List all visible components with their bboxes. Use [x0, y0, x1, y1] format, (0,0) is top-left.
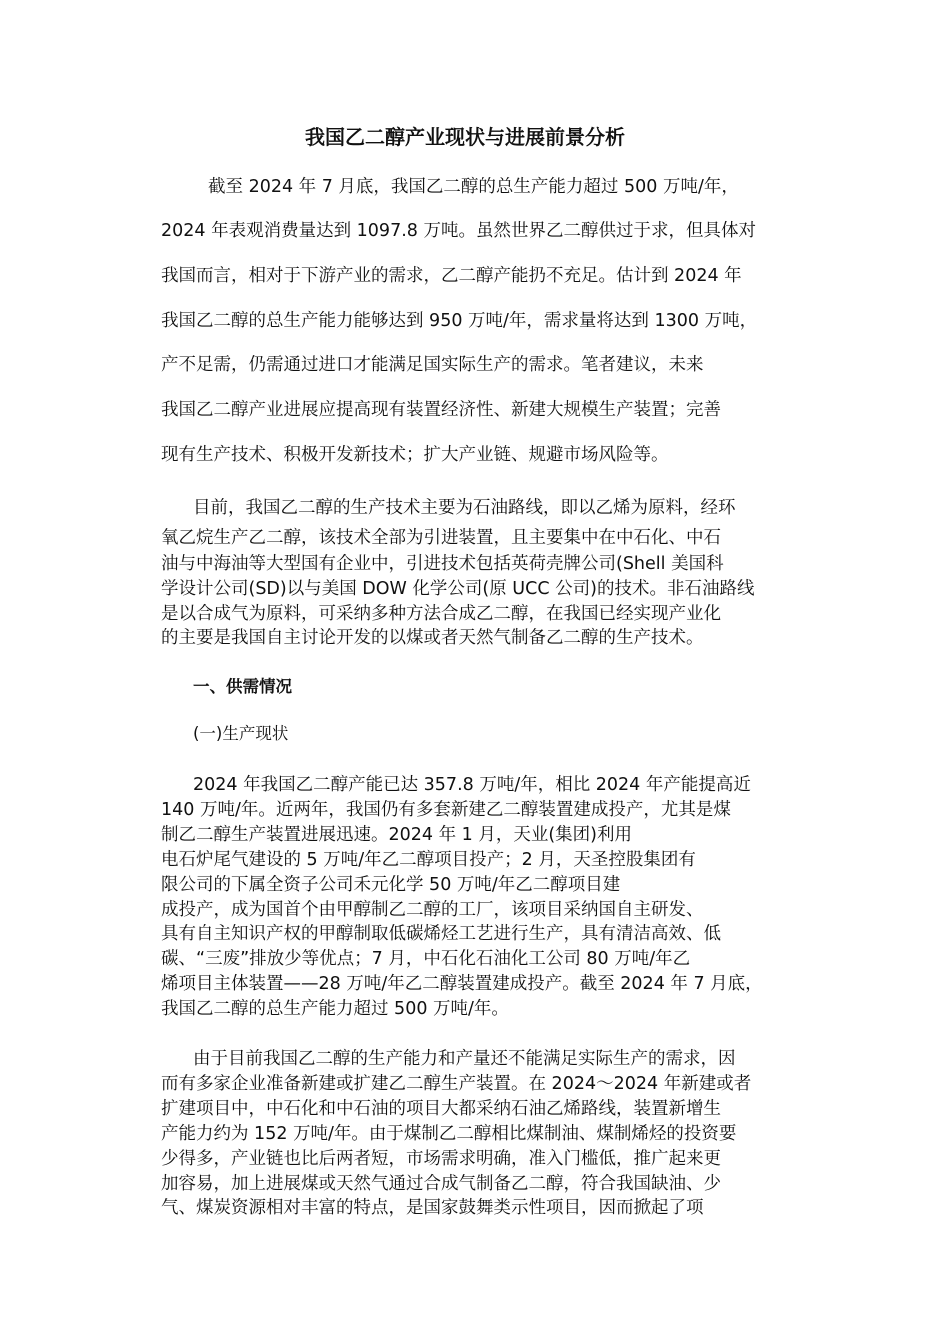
intro-line: 是以合成气为原料，可采纳多种方法合成乙二醇，在我国已经实现产业化 — [161, 604, 721, 624]
intro-line: 目前，我国乙二醇的生产技术主要为石油路线，即以乙烯为原料，经环 — [193, 498, 736, 518]
abstract-line: 2024 年表观消费量达到 1097.8 万吨。虽然世界乙二醇供过于求，但具体对 — [161, 221, 756, 241]
intro-line: 的主要是我国自主讨论开发的以煤或者天然气制备乙二醇的生产技术。 — [161, 628, 704, 648]
capacity-line: 而有多家企业准备新建或扩建乙二醇生产装置。在 2024～2024 年新建或者 — [161, 1074, 752, 1094]
production-line: 电石炉尾气建设的 5 万吨/年乙二醇项目投产；2 月，天圣控股集团有 — [161, 850, 696, 870]
capacity-line: 产能力约为 152 万吨/年。由于煤制乙二醇相比煤制油、煤制烯烃的投资要 — [161, 1124, 737, 1144]
abstract-line: 我国乙二醇的总生产能力能够达到 950 万吨/年，需求量将达到 1300 万吨， — [161, 311, 758, 331]
production-line: 140 万吨/年。近两年，我国仍有多套新建乙二醇装置建成投产，尤其是煤 — [161, 800, 731, 820]
production-line: 限公司的下属全资子公司禾元化学 50 万吨/年乙二醇项目建 — [161, 875, 621, 895]
capacity-line: 由于目前我国乙二醇的生产能力和产量还不能满足实际生产的需求，因 — [193, 1049, 736, 1069]
capacity-line: 少得多，产业链也比后两者短，市场需求明确，准入门槛低，推广起来更 — [161, 1149, 721, 1169]
production-line: 2024 年我国乙二醇产能已达 357.8 万吨/年，相比 2024 年产能提高近 — [193, 775, 751, 795]
capacity-line: 加容易，加上进展煤或天然气通过合成气制备乙二醇，符合我国缺油、少 — [161, 1174, 721, 1194]
abstract-line: 截至 2024 年 7 月底，我国乙二醇的总生产能力超过 500 万吨/年， — [208, 177, 739, 197]
production-line: 我国乙二醇的总生产能力超过 500 万吨/年。 — [161, 999, 509, 1019]
abstract-line: 产不足需，仍需通过进口才能满足国实际生产的需求。笔者建议，未来 — [161, 355, 704, 375]
abstract-line: 我国乙二醇产业进展应提高现有装置经济性、新建大规模生产装置；完善 — [161, 400, 721, 420]
production-line: 碳、“三废”排放少等优点；7 月，中石化石油化工公司 80 万吨/年乙 — [161, 949, 691, 969]
subsection-heading: (一)生产现状 — [193, 724, 289, 743]
abstract-line: 现有生产技术、积极开发新技术；扩大产业链、规避市场风险等。 — [161, 445, 669, 465]
intro-line: 氧乙烷生产乙二醇，该技术全部为引进装置，且主要集中在中石化、中石 — [161, 528, 721, 548]
section-heading: 一、供需情况 — [193, 677, 292, 696]
capacity-line: 扩建项目中，中石化和中石油的项目大都采纳石油乙烯路线，装置新增生 — [161, 1099, 721, 1119]
production-line: 具有自主知识产权的甲醇制取低碳烯烃工艺进行生产，具有清洁高效、低 — [161, 924, 721, 944]
document-title: 我国乙二醇产业现状与进展前景分析 — [305, 125, 625, 149]
production-line: 制乙二醇生产装置进展迅速。2024 年 1 月，天业(集团)利用 — [161, 825, 633, 845]
production-line: 成投产，成为国首个由甲醇制乙二醇的工厂，该项目采纳国自主研发、 — [161, 900, 704, 920]
intro-line: 油与中海油等大型国有企业中，引进技术包括英荷壳牌公司(Shell 美国科 — [161, 554, 724, 574]
intro-line: 学设计公司(SD)以与美国 DOW 化学公司(原 UCC 公司)的技术。非石油路线 — [161, 579, 755, 599]
abstract-line: 我国而言，相对于下游产业的需求，乙二醇产能扔不充足。估计到 2024 年 — [161, 266, 742, 286]
capacity-line: 气、煤炭资源相对丰富的特点，是国家鼓舞类示性项目，因而掀起了项 — [161, 1198, 704, 1218]
production-line: 烯项目主体装置——28 万吨/年乙二醇装置建成投产。截至 2024 年 7 月底， — [161, 974, 763, 994]
